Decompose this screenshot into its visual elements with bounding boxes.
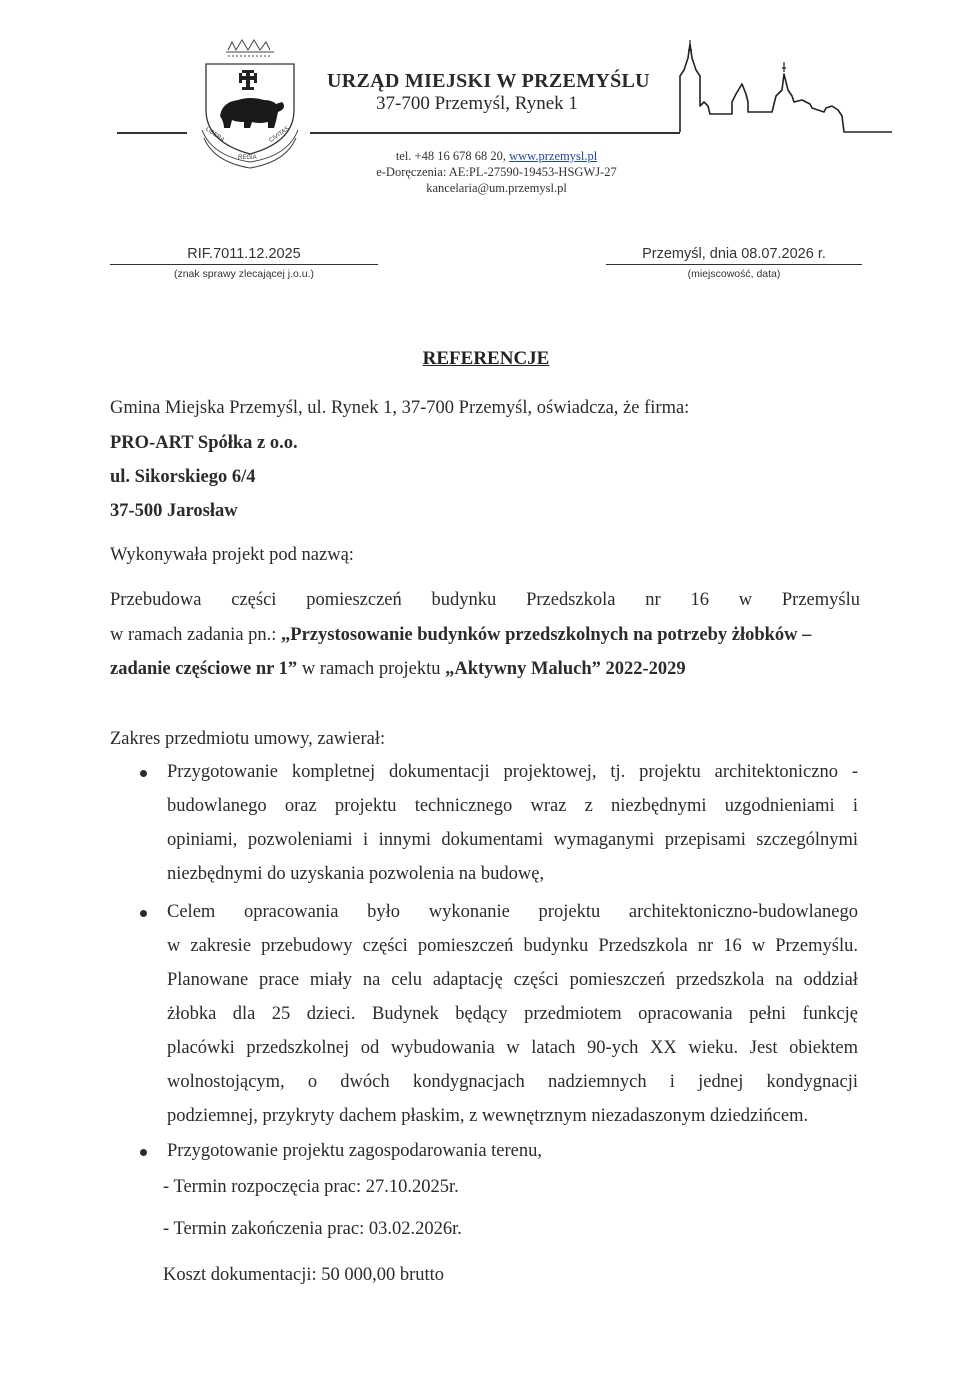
document-title: REFERENCJE	[422, 348, 550, 369]
bullet-2-line-1: Celem opracowania było wykonanie projektu architektoniczno-budowlanego	[167, 902, 858, 922]
contact-phone-line	[300, 148, 693, 165]
project-intro: Wykonywała projekt pod nazwą:	[110, 545, 354, 565]
start-date: - Termin rozpoczęcia prac: 27.10.2025r.	[163, 1177, 459, 1197]
project-task-name-part1: „Przystosowanie budynków przedszkolnych na potrzeby żłobków –	[281, 625, 812, 645]
edoreczenia-address: e-Doręczenia: AE:PL-27590-19453-HSGWJ-27	[376, 165, 617, 179]
project-line-2	[110, 625, 811, 646]
company-street: ul. Sikorskiego 6/4	[110, 467, 256, 487]
intro-paragraph: Gmina Miejska Przemyśl, ul. Rynek 1, 37-700 Przemyśl, oświadcza, że firma:	[110, 398, 690, 418]
documentation-cost: Koszt dokumentacji: 50 000,00 brutto	[163, 1265, 445, 1285]
header-rule-left	[117, 132, 187, 134]
city-skyline-logo	[676, 36, 892, 136]
website-link[interactable]: www.przemysl.pl	[509, 149, 598, 163]
phone-text: tel. +48 16 678 68 20,	[395, 149, 510, 163]
place-date-underline	[606, 264, 862, 265]
scope-intro: Zakres przedmiotu umowy, zawierał:	[110, 729, 386, 749]
place-date: Przemyśl, dnia 08.07.2026 r.	[642, 246, 826, 262]
bullet-point-3	[140, 1149, 147, 1156]
office-address: 37-700 Przemyśl, Rynek 1	[376, 93, 578, 114]
company-city: 37-500 Jarosław	[110, 501, 238, 521]
header-rule-right	[310, 132, 680, 134]
crest-ribbon-text-center: REGIA	[238, 155, 257, 161]
bullet-2-line-2: w zakresie przebudowy części pomieszczeń budynku Przedszkola nr 16 w Przemyślu.	[167, 936, 858, 956]
bullet-3-text: Przygotowanie projektu zagospodarowania terenu,	[167, 1141, 543, 1161]
bullet-2-line-7: podziemnej, przykryty dachem płaskim, z wewnętrznym niezadaszonym dziedzińcem.	[167, 1106, 809, 1126]
bullet-1-line-2: budowlanego oraz projektu technicznego wraz z niezbędnymi uzgodnieniami i	[167, 796, 858, 816]
bullet-1-line-1: Przygotowanie kompletnej dokumentacji projektowej, tj. projektu architektoniczno -	[167, 762, 858, 782]
case-number-underline	[110, 264, 378, 265]
project-line-3	[110, 659, 686, 680]
bullet-point-2	[140, 910, 147, 917]
bullet-2-line-3: Planowane prace miały na celu adaptację części pomieszczeń przedszkola na oddział	[167, 970, 858, 990]
bullet-1-line-4: niezbędnymi do uzyskania pozwolenia na budowę,	[167, 864, 545, 884]
bullet-1-line-3: opiniami, pozwoleniami i innymi dokumentami wymaganymi przepisami szczególnymi	[167, 830, 858, 850]
bullet-2-line-5: placówki przedszkolnej od wybudowania w latach 90-ych XX wieku. Jest obiektem	[167, 1038, 858, 1058]
city-crest-logo	[198, 38, 302, 170]
project-line-1: Przebudowa części pomieszczeń budynku Przedszkola nr 16 w Przemyślu	[110, 590, 860, 610]
email-address: kancelaria@um.przemysl.pl	[426, 181, 567, 195]
end-date: - Termin zakończenia prac: 03.02.2026r.	[163, 1219, 462, 1239]
project-line-2-prefix: w ramach zadania pn.:	[110, 625, 282, 645]
bullet-point-1	[140, 770, 147, 777]
crest-ribbon-text-left: LIBERA	[204, 126, 226, 144]
bullet-2-line-6: wolnostojącym, o dwóch kondygnacjach nadziemnych i jednej kondygnacji	[167, 1072, 858, 1092]
company-name: PRO-ART Spółka z o.o.	[110, 433, 298, 453]
project-task-name-part2: zadanie częściowe nr 1”	[110, 659, 298, 679]
place-date-caption: (miejscowość, data)	[687, 268, 781, 280]
crest-ribbon-text-right: CIVITAS	[268, 125, 291, 145]
case-number: RIF.7011.12.2025	[187, 246, 301, 262]
project-line-3-connector: w ramach projektu	[297, 659, 446, 679]
bullet-2-line-4: żłobka dla 25 dzieci. Budynek będący przedmiotem opracowania pełni funkcję	[167, 1004, 858, 1024]
office-name: URZĄD MIEJSKI W PRZEMYŚLU	[327, 70, 650, 92]
case-number-caption: (znak sprawy zlecającej j.o.u.)	[173, 268, 315, 280]
program-name: „Aktywny Maluch” 2022-2029	[445, 659, 686, 679]
